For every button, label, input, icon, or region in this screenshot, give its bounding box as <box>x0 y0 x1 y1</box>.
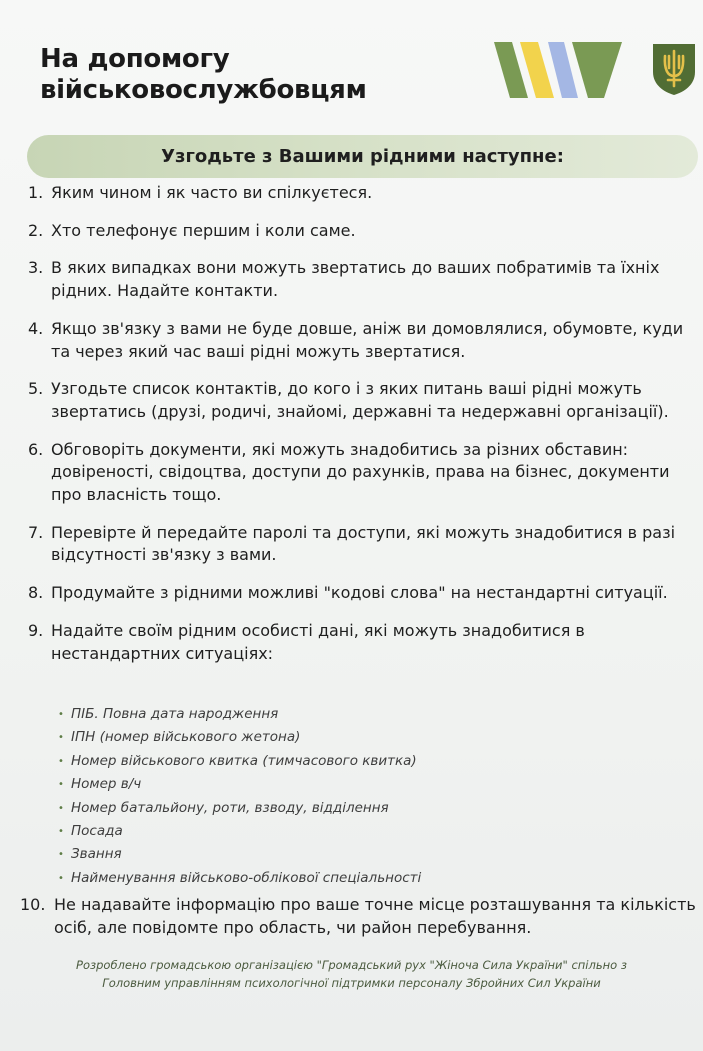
list-item-text: Перевірте й передайте паролі та доступи, які можуть знадобитися в разі відсутності зв'язку з вами. <box>51 522 676 565</box>
bullet-dot-icon: • <box>58 755 64 767</box>
list-item <box>28 257 700 302</box>
list-item-text: Хто телефонує першим і коли саме. <box>51 220 356 240</box>
sub-list-item <box>58 703 678 726</box>
list-item-text: Продумайте з рідними можливі "кодові слова" на нестандартні ситуації. <box>51 583 668 603</box>
bullet-dot-icon: • <box>58 732 64 744</box>
list-item-number: 5. <box>28 379 44 399</box>
footer-line-2: Головним управлінням психологічної підтримки персоналу Збройних Сил України <box>102 976 601 990</box>
list-item-number: 4. <box>28 318 44 338</box>
list-item-number: 1. <box>28 183 44 202</box>
list-item <box>20 894 696 939</box>
list-item-number: 6. <box>28 439 44 459</box>
bullet-dot-icon: • <box>58 709 64 720</box>
list-item-number: 8. <box>28 583 44 603</box>
list-item <box>28 582 700 605</box>
sub-list-item-text: ІПН (номер військового жетона) <box>71 729 301 746</box>
sub-list-item-text: Найменування військово-облікової спеціальності <box>71 869 422 886</box>
title-line-2: військовослужбовцям <box>40 75 367 105</box>
list-item <box>28 378 700 423</box>
sub-list-item <box>58 843 678 866</box>
list-item-text: Не надавайте інформацію про ваше точне місце розташування та кількість осіб, але повідомте про область, чи район перебування. <box>54 895 696 937</box>
sub-list-item-text: ПІБ. Повна дата народження <box>71 706 279 722</box>
bullet-dot-icon: • <box>58 872 64 884</box>
footer-line-1: Розроблено громадською організацією "Громадський рух "Жіноча Сила України" спільно з <box>76 958 627 972</box>
list-item <box>28 620 700 665</box>
list-item-text: Обговоріть документи, які можуть знадобитись за різних обставин: довіреності, свідоцтва, доступи до рахунків, права на бізнес, документи про власність тощо. <box>51 439 670 505</box>
list-item-number: 2. <box>28 220 44 240</box>
sub-list-item-text: Номер батальйону, роти, взводу, відділення <box>71 799 389 816</box>
footer-credits <box>20 956 683 992</box>
bullet-dot-icon: • <box>58 826 64 838</box>
list-item <box>28 220 700 243</box>
list-item <box>28 182 700 205</box>
list-item-text: Узгодьте список контактів, до кого і з яких питань ваші рідні можуть звертатись (друзі, родичі, знайомі, державні та недержавні організації). <box>51 379 669 421</box>
sub-list-item <box>58 773 678 796</box>
list-item-text: В яких випадках вони можуть звертатись до ваших побратимів та їхніх рідних. Надайте контакти. <box>51 258 660 301</box>
list-item-number: 7. <box>28 522 44 542</box>
list-item <box>28 318 700 363</box>
personal-data-sublist <box>58 703 678 890</box>
list-item-number: 3. <box>28 258 44 278</box>
bullet-dot-icon: • <box>58 779 64 791</box>
sub-list-item <box>58 750 678 773</box>
trident-shield-icon <box>651 42 697 96</box>
sub-list-item <box>58 867 678 890</box>
sub-list-item <box>58 820 678 843</box>
bullet-dot-icon: • <box>58 849 64 861</box>
list-item-text: Надайте своїм рідним особисті дані, які можуть знадобитися в нестандартних ситуаціях: <box>51 620 585 663</box>
list-item <box>28 439 700 507</box>
steps-list <box>28 182 700 665</box>
sub-list-item-text: Номер військового квитка (тимчасового квитка) <box>71 752 417 769</box>
sub-list-item <box>58 797 678 820</box>
list-item-number: 10. <box>20 895 46 914</box>
sub-list-item-text: Посада <box>71 823 123 840</box>
page-title <box>40 44 367 106</box>
sub-list-item-text: Звання <box>71 846 122 863</box>
title-line-1: На допомогу <box>40 44 230 74</box>
bullet-dot-icon: • <box>58 802 64 814</box>
list-item-text: Яким чином і як часто ви спілкуєтеся. <box>51 183 373 202</box>
banner-text: Узгодьте з Вашими рідними наступне: <box>161 146 564 167</box>
sub-list-item-text: Номер в/ч <box>71 776 142 793</box>
section-banner <box>27 135 698 178</box>
list-item <box>28 522 700 567</box>
sub-list-item <box>58 726 678 749</box>
list-item-text: Якщо зв'язку з вами не буде довше, аніж ви домовлялися, обумовте, куди та через який час ваші рідні можуть звертатися. <box>51 318 684 361</box>
list-item-number: 9. <box>28 620 44 640</box>
w-stripes-logo-icon <box>492 40 624 100</box>
